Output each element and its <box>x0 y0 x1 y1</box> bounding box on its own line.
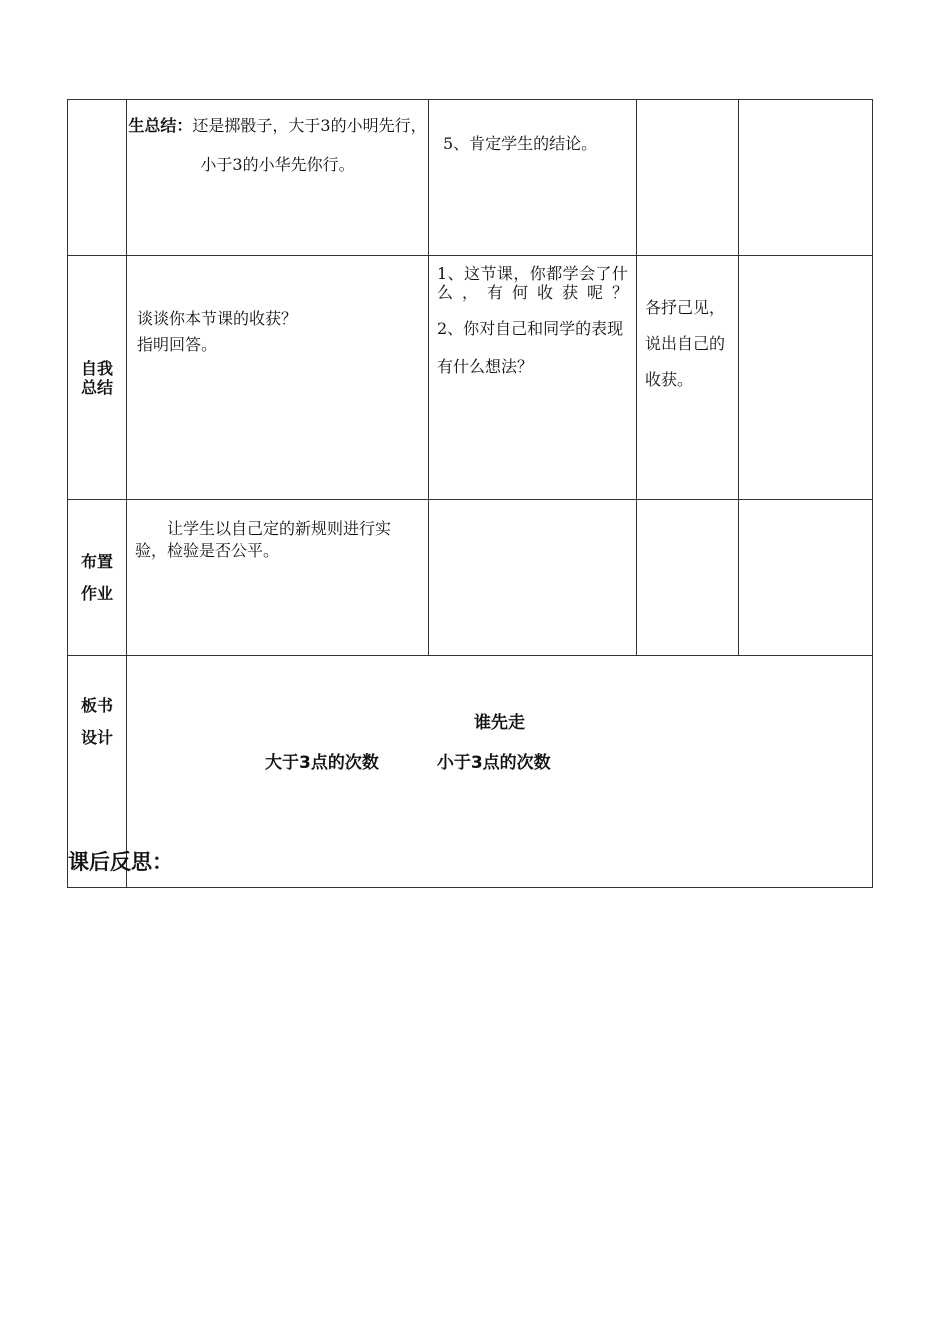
teacher-question-1: 1、这节课，你都学会了什么，有何收获呢？ <box>437 264 628 302</box>
board-col-greater: 大于3点的次数 <box>265 753 379 773</box>
student-summary-text: 还是掷骰子，大于3的小明先行，小于3的小华先你行。 <box>192 116 427 174</box>
self-summary-student-cell <box>127 256 429 500</box>
self-summary-note-cell: 各抒己见，说出自己的收获。 <box>637 256 739 500</box>
lesson-plan-table <box>67 99 873 888</box>
empty-cell <box>739 500 873 656</box>
homework-label: 布置作业 <box>68 500 127 656</box>
teacher-question-2: 2、你对自己和同学的表现有什么想法？ <box>437 319 624 376</box>
empty-cell <box>739 100 873 256</box>
homework-cell: 让学生以自己定的新规则进行实验，检验是否公平。 <box>127 500 429 656</box>
self-summary-answer: 指明回答。 <box>137 335 218 354</box>
row-label-empty <box>68 100 127 256</box>
table-row <box>68 100 873 256</box>
board-design-cell <box>127 656 873 888</box>
board-design-label: 板书设计 <box>68 656 127 888</box>
board-col-less: 小于3点的次数 <box>436 753 551 773</box>
teacher-affirm-cell: 5、肯定学生的结论。 <box>429 100 637 256</box>
table-row <box>68 656 873 888</box>
reflection-heading: 课后反思： <box>68 850 173 874</box>
self-summary-label: 自我总结 <box>68 256 127 500</box>
table-row <box>68 500 873 656</box>
empty-cell <box>429 500 637 656</box>
board-title: 谁先走 <box>474 713 525 733</box>
self-summary-question: 谈谈你本节课的收获？ <box>137 309 298 328</box>
empty-cell <box>637 100 739 256</box>
self-summary-teacher-cell <box>429 256 637 500</box>
student-summary-lead: 生总结： <box>128 116 193 135</box>
student-summary-cell <box>127 100 429 256</box>
table-row <box>68 256 873 500</box>
empty-cell <box>637 500 739 656</box>
empty-cell <box>739 256 873 500</box>
board-columns <box>265 748 551 773</box>
